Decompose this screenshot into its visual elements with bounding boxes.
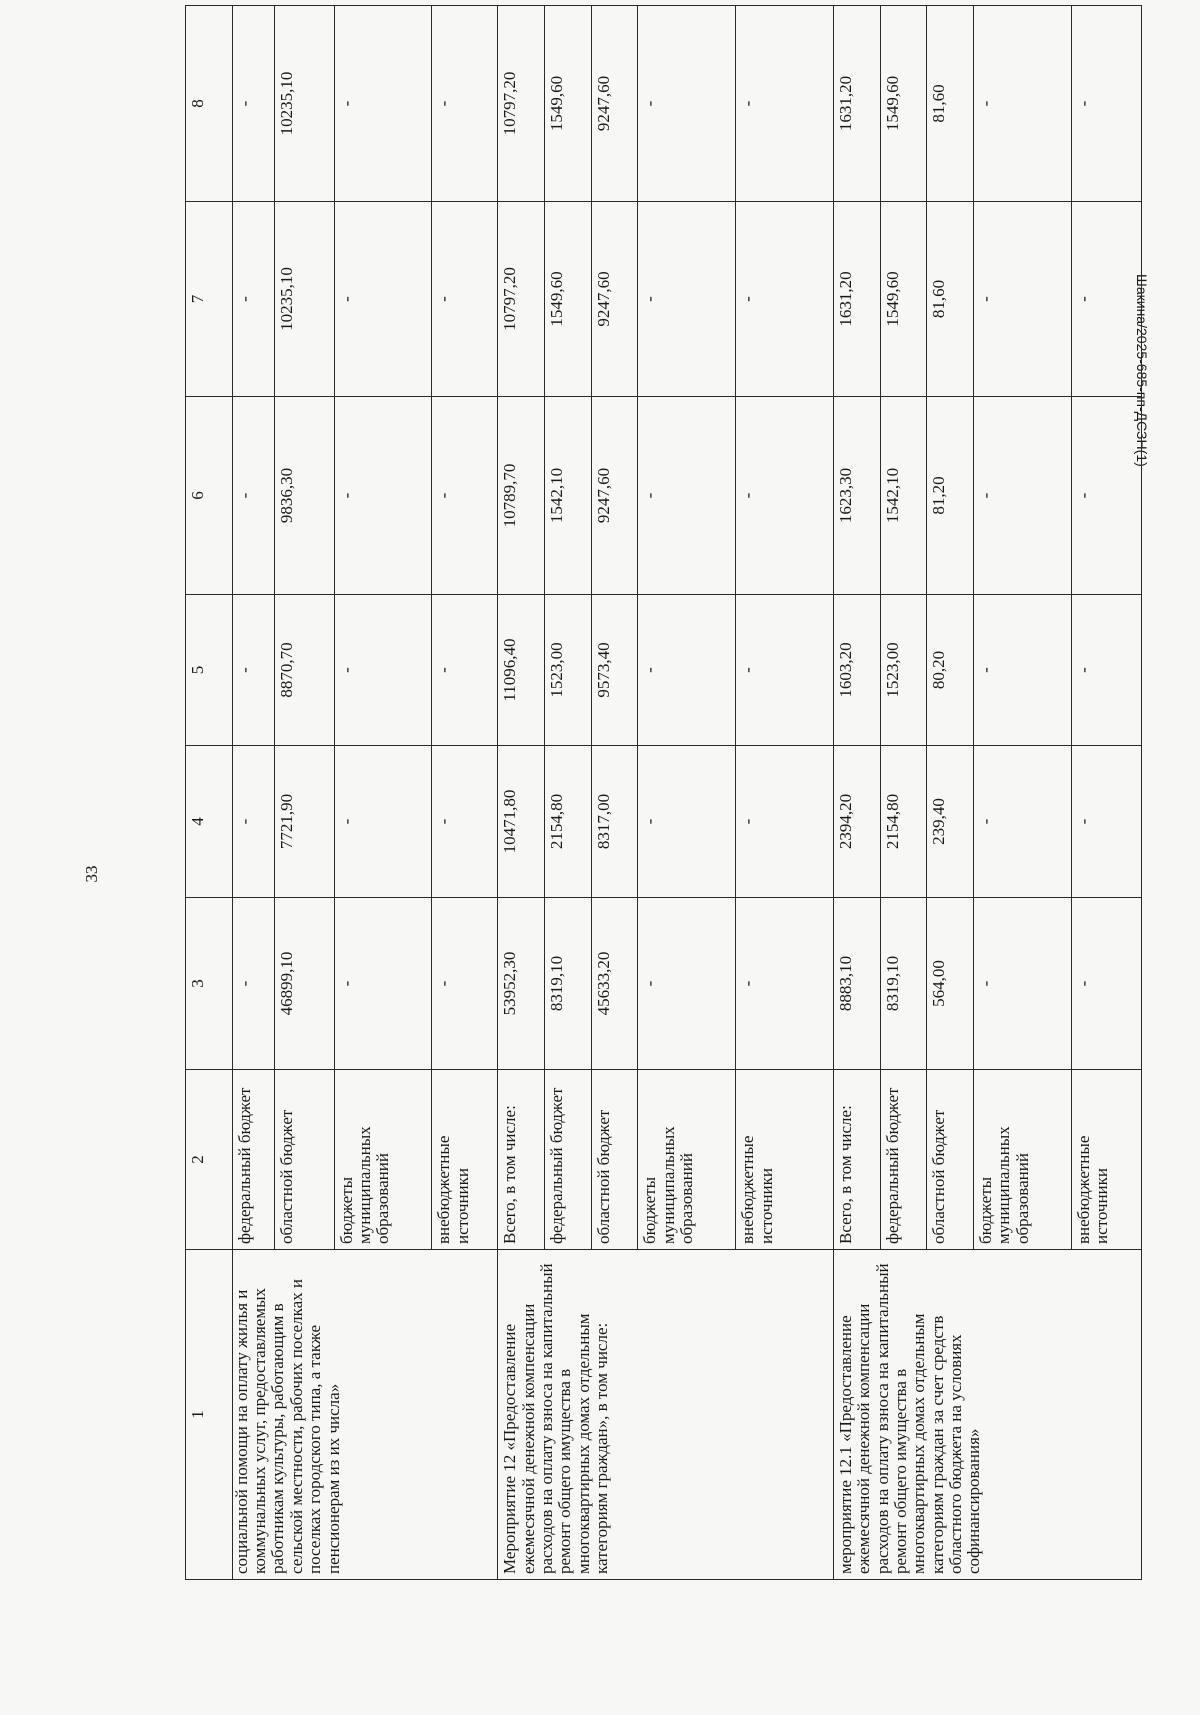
header-cell: 5 (186, 595, 233, 746)
amount-cell: 8883,10 (833, 898, 880, 1070)
table-row (498, 6, 545, 1580)
amount-cell: 80,20 (927, 595, 974, 746)
budget-table (185, 5, 1142, 1580)
amount-cell: - (974, 202, 1072, 397)
amount-cell: - (232, 898, 274, 1070)
amount-cell: - (1071, 898, 1141, 1070)
amount-cell: - (736, 6, 834, 202)
amount-cell: 2154,80 (545, 746, 592, 898)
amount-cell: - (638, 595, 736, 746)
header-cell: 2 (186, 1070, 233, 1250)
amount-cell: - (334, 397, 432, 595)
amount-cell: - (974, 397, 1072, 595)
measure-description-cell: мероприятие 12.1 «Предоставление ежемесячной денежной компенсации расходов на оплату взноса на капитальный ремонт общего имущества в многоквартирных домах отдельным категориям граждан за счет средств областного бюджета на условиях софинансирования» (833, 1250, 1141, 1580)
amount-cell: 1623,30 (833, 397, 880, 595)
amount-cell: 1549,60 (880, 202, 927, 397)
amount-cell: - (974, 898, 1072, 1070)
amount-cell: - (638, 202, 736, 397)
amount-cell: - (1071, 397, 1141, 595)
amount-cell: - (232, 397, 274, 595)
amount-cell: - (232, 6, 274, 202)
amount-cell: - (974, 746, 1072, 898)
amount-cell: - (334, 746, 432, 898)
amount-cell: 10797,20 (498, 6, 545, 202)
amount-cell: 9573,40 (591, 595, 638, 746)
amount-cell: 1549,60 (880, 6, 927, 202)
amount-cell: - (974, 595, 1072, 746)
amount-cell: 8319,10 (880, 898, 927, 1070)
header-cell: 6 (186, 397, 233, 595)
page-number: 33 (82, 865, 101, 883)
amount-cell: - (736, 898, 834, 1070)
funding-source-cell: Всего, в том числе: (833, 1070, 880, 1250)
amount-cell: 9247,60 (591, 202, 638, 397)
amount-cell: - (736, 746, 834, 898)
amount-cell: - (736, 595, 834, 746)
measure-description-cell: социальной помощи на оплату жилья и коммунальных услуг, предоставляемых работникам культуры, работающим в сельской местности, рабочих поселках и поселках городского типа, а также пенсионерам из их числа» (232, 1250, 498, 1580)
amount-cell: - (232, 746, 274, 898)
amount-cell: - (334, 6, 432, 202)
amount-cell: 7721,90 (275, 746, 334, 898)
amount-cell: 2154,80 (880, 746, 927, 898)
header-cell: 8 (186, 6, 233, 202)
amount-cell: - (432, 397, 498, 595)
amount-cell: - (432, 202, 498, 397)
amount-cell: - (974, 6, 1072, 202)
amount-cell: 81,60 (927, 202, 974, 397)
amount-cell: - (1071, 202, 1141, 397)
header-row (186, 6, 233, 1580)
measure-description-cell: Мероприятие 12 «Предоставление ежемесячной денежной компенсации расходов на оплату взноса на капитальный ремонт общего имущества в многоквартирных домах отдельным категориям граждан», в том числе: (498, 1250, 834, 1580)
funding-source-cell: федеральный бюджет (880, 1070, 927, 1250)
amount-cell: 10235,10 (275, 6, 334, 202)
funding-source-cell: областной бюджет (591, 1070, 638, 1250)
header-cell: 3 (186, 898, 233, 1070)
amount-cell: 46899,10 (275, 898, 334, 1070)
amount-cell: - (334, 898, 432, 1070)
funding-source-cell: федеральный бюджет (545, 1070, 592, 1250)
amount-cell: - (1071, 595, 1141, 746)
amount-cell: 2394,20 (833, 746, 880, 898)
amount-cell: 1523,00 (545, 595, 592, 746)
amount-cell: 9247,60 (591, 6, 638, 202)
amount-cell: 45633,20 (591, 898, 638, 1070)
amount-cell: 8319,10 (545, 898, 592, 1070)
amount-cell: - (334, 202, 432, 397)
amount-cell: - (232, 202, 274, 397)
amount-cell: 8317,00 (591, 746, 638, 898)
table-row (833, 6, 880, 1580)
table-row (232, 6, 274, 1580)
amount-cell: - (638, 898, 736, 1070)
amount-cell: 8870,70 (275, 595, 334, 746)
funding-source-cell: бюджеты муниципальных образований (974, 1070, 1072, 1250)
amount-cell: 10797,20 (498, 202, 545, 397)
amount-cell: - (334, 595, 432, 746)
amount-cell: - (736, 397, 834, 595)
amount-cell: 564,00 (927, 898, 974, 1070)
rotated-table-container (185, 6, 1142, 1580)
amount-cell: 11096,40 (498, 595, 545, 746)
amount-cell: 1549,60 (545, 202, 592, 397)
amount-cell: - (432, 746, 498, 898)
amount-cell: 1542,10 (880, 397, 927, 595)
funding-source-cell: бюджеты муниципальных образований (638, 1070, 736, 1250)
amount-cell: 1631,20 (833, 6, 880, 202)
funding-source-cell: областной бюджет (275, 1070, 334, 1250)
funding-source-cell: федеральный бюджет (232, 1070, 274, 1250)
amount-cell: 53952,30 (498, 898, 545, 1070)
amount-cell: 81,20 (927, 397, 974, 595)
amount-cell: - (432, 898, 498, 1070)
document-code: Шакина/2025-685-пп-ДСЗН(1) (1134, 273, 1150, 467)
funding-source-cell: внебюджетные источники (736, 1070, 834, 1250)
amount-cell: - (1071, 746, 1141, 898)
amount-cell: 9836,30 (275, 397, 334, 595)
amount-cell: - (638, 746, 736, 898)
amount-cell: 10471,80 (498, 746, 545, 898)
amount-cell: 1549,60 (545, 6, 592, 202)
amount-cell: 1542,10 (545, 397, 592, 595)
amount-cell: - (432, 595, 498, 746)
amount-cell: - (232, 595, 274, 746)
funding-source-cell: внебюджетные источники (432, 1070, 498, 1250)
amount-cell: 10235,10 (275, 202, 334, 397)
header-cell: 7 (186, 202, 233, 397)
amount-cell: - (638, 397, 736, 595)
amount-cell: 239,40 (927, 746, 974, 898)
funding-source-cell: внебюджетные источники (1071, 1070, 1141, 1250)
amount-cell: 10789,70 (498, 397, 545, 595)
amount-cell: - (432, 6, 498, 202)
header-cell: 4 (186, 746, 233, 898)
amount-cell: - (1071, 6, 1141, 202)
amount-cell: 1523,00 (880, 595, 927, 746)
amount-cell: 9247,60 (591, 397, 638, 595)
funding-source-cell: бюджеты муниципальных образований (334, 1070, 432, 1250)
amount-cell: 81,60 (927, 6, 974, 202)
funding-source-cell: областной бюджет (927, 1070, 974, 1250)
amount-cell: - (736, 202, 834, 397)
header-cell: 1 (186, 1250, 233, 1580)
amount-cell: 1631,20 (833, 202, 880, 397)
funding-source-cell: Всего, в том числе: (498, 1070, 545, 1250)
amount-cell: 1603,20 (833, 595, 880, 746)
amount-cell: - (638, 6, 736, 202)
